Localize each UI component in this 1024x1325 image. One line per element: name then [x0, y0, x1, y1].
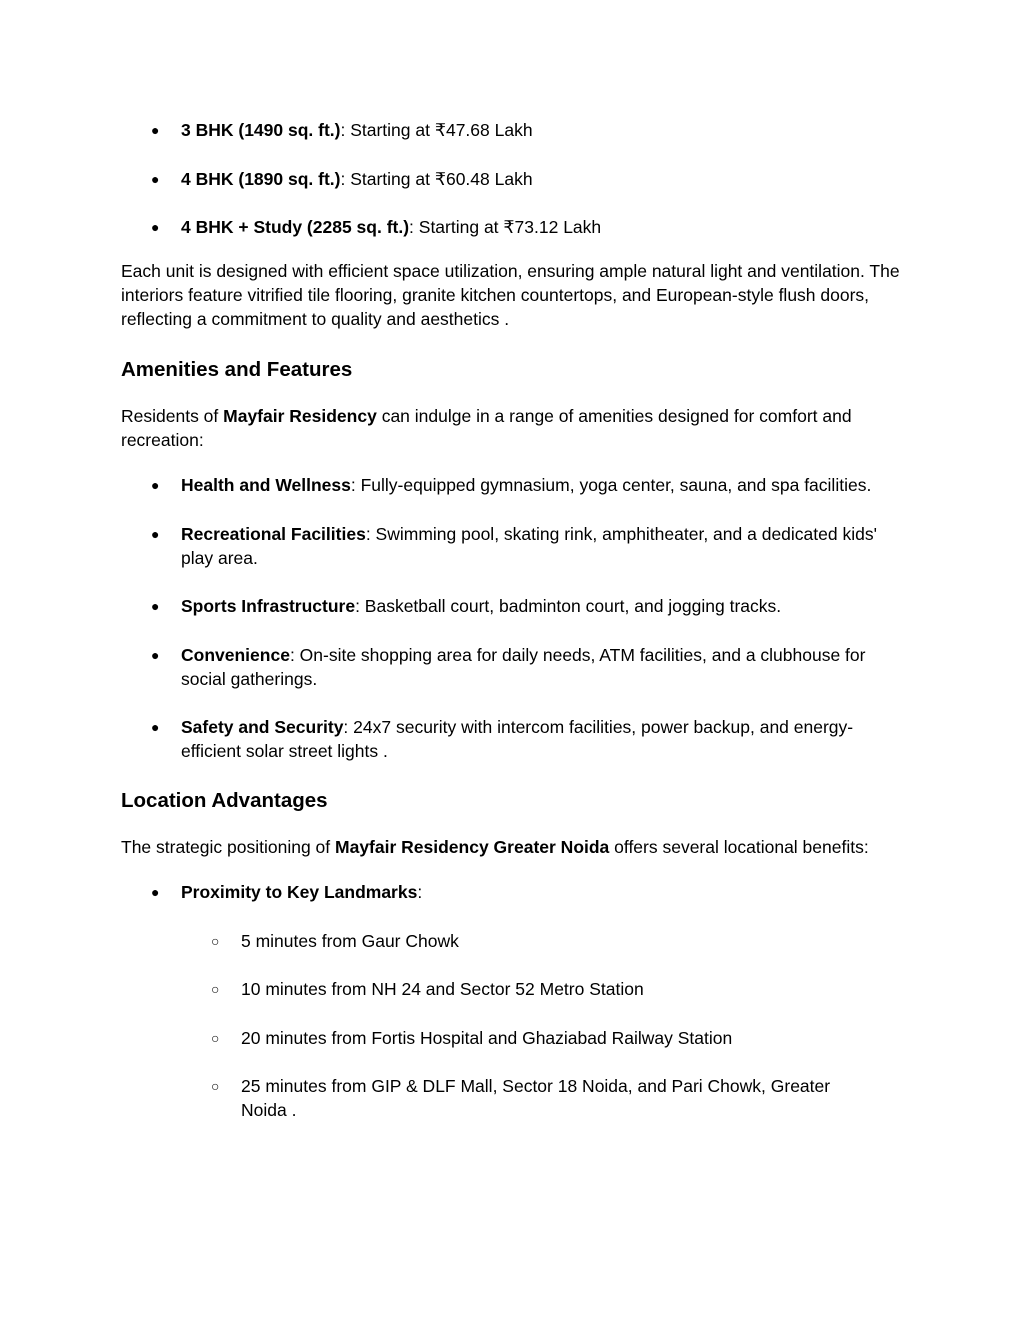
- list-item: [121, 118, 911, 142]
- location-intro: [121, 835, 911, 859]
- amenity-title: Convenience: [181, 644, 290, 665]
- amenity-description: : On-site shopping area for daily needs, ATM facilities, and a clubhouse for social gatherings.: [181, 644, 866, 689]
- amenities-heading: Amenities and Features: [121, 358, 353, 381]
- list-item: ○ 5 minutes from Gaur Chowk: [121, 929, 911, 953]
- unit-price: : Starting at ₹47.68 Lakh: [340, 120, 533, 140]
- intro-text: Residents of: [121, 406, 224, 426]
- amenity-title: Sports Infrastructure: [181, 596, 356, 616]
- list-item: ○ 25 minutes from GIP & DLF Mall, Sector 18 Noida, and Pari Chowk, Greater Noida .: [121, 1074, 911, 1122]
- list-item: [121, 215, 911, 239]
- list-item: [121, 643, 911, 691]
- list-item: [121, 594, 911, 618]
- intro-text: can indulge in a range of amenities designed for comfort and recreation:: [121, 406, 852, 450]
- units-paragraph: Each unit is designed with efficient space utilization, ensuring ample natural light and ventilation. The interiors feature vitrified tile flooring, granite kitchen countertops, and European-style flush doors, reflecting a commitment to quality and aesthetics .: [121, 261, 900, 329]
- location-list: [121, 880, 911, 904]
- intro-text: offers several locational benefits:: [609, 837, 869, 857]
- amenity-description: : 24x7 security with intercom facilities, power backup, and energy-efficient solar street lights .: [181, 717, 854, 761]
- list-item: [121, 473, 911, 497]
- amenity-description: : Fully-equipped gymnasium, yoga center, sauna, and spa facilities.: [350, 475, 872, 495]
- document-page: [121, 118, 911, 1122]
- unit-type: 4 BHK (1890 sq. ft.): [181, 168, 341, 189]
- amenity-title: Recreational Facilities: [181, 523, 366, 544]
- project-name: Mayfair Residency: [223, 406, 377, 426]
- amenity-title: Safety and Security: [181, 717, 344, 737]
- landmarks-sublist: [121, 929, 911, 1123]
- list-item: [121, 522, 911, 570]
- amenity-description: : Swimming pool, skating rink, amphitheater, and a dedicated kids' play area.: [181, 523, 877, 568]
- unit-price: : Starting at ₹73.12 Lakh: [409, 217, 602, 237]
- intro-text: The strategic positioning of: [121, 837, 336, 857]
- amenities-list: [121, 473, 911, 763]
- unit-price: : Starting at ₹60.48 Lakh: [340, 168, 533, 189]
- list-item: ○ 10 minutes from NH 24 and Sector 52 Metro Station: [121, 977, 911, 1001]
- amenities-intro: [121, 404, 911, 452]
- list-item: [121, 167, 911, 191]
- list-item: [121, 880, 911, 904]
- landmarks-title: Proximity to Key Landmarks: [181, 882, 418, 902]
- location-heading: Location Advantages: [121, 789, 328, 812]
- list-item: [121, 715, 911, 763]
- amenity-title: Health and Wellness: [181, 475, 351, 495]
- unit-list: [121, 118, 911, 239]
- amenity-description: : Basketball court, badminton court, and jogging tracks.: [355, 596, 782, 616]
- list-item: ○ 20 minutes from Fortis Hospital and Ghaziabad Railway Station: [121, 1026, 911, 1050]
- unit-type: 3 BHK (1490 sq. ft.): [181, 120, 341, 140]
- unit-type: 4 BHK + Study (2285 sq. ft.): [181, 217, 410, 237]
- landmarks-colon: :: [417, 882, 423, 902]
- project-name: Mayfair Residency Greater Noida: [335, 837, 610, 857]
